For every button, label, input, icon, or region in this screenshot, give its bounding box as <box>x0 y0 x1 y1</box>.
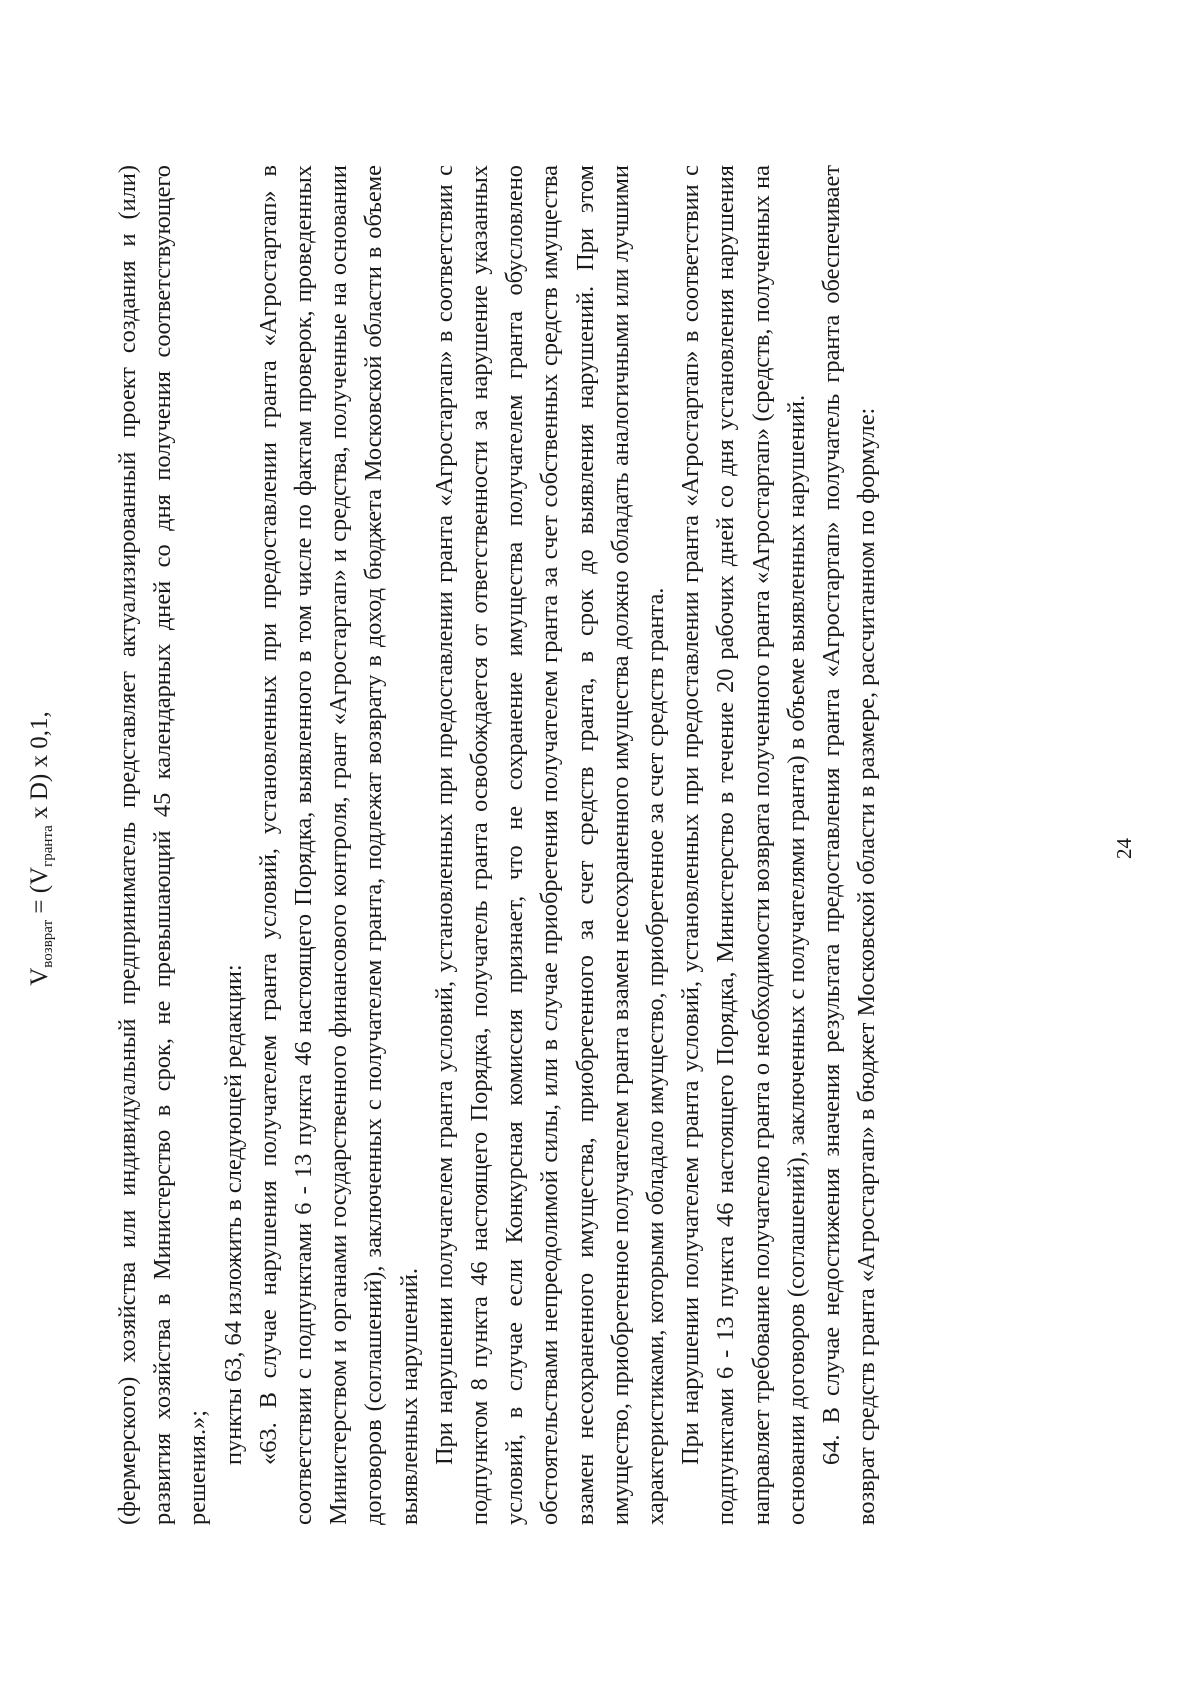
document-body <box>110 165 884 1525</box>
formula-lhs-subscript: возврат <box>40 919 56 968</box>
paragraph-5: При нарушении получателем гранта условий, установленных при предоставлении гранта «Агростартап» в соответствии с подпунктами 6 - 13 пункта 46 настоящего Порядка, Министерство в течение 20 рабочих дней со дня установления нарушения направляет требование получателю гранта о необходимости возврата полученного гранта «Агростартап» (средств, полученных на основании договоров (соглашений), заключенных с получателями гранта) в объеме выявленных нарушений. <box>677 165 810 1525</box>
formula-equals: = (V <box>26 866 53 920</box>
paragraph-1: (фермерского) хозяйства или индивидуальный предприниматель представляет актуализированный проект создания и (или) развития хозяйства в Министерство в срок, не превышающий 45 календарных дней со дня получения соответствующего решения.»; <box>114 165 212 1525</box>
paragraph-2: пункты 63, 64 изложить в следующей редакции: <box>219 964 247 1465</box>
paragraph-3: «63. В случае нарушения получателем гранта условий, установленных при предоставлении гранта «Агростартап» в соответствии с подпунктами 6 - 13 пункта 46 настоящего Порядка, выявленного в том числе по фактам проверок, проведенных Министерством и органами государственного финансового контроля, грант «Агростартап» и средства, полученные на основании договоров (соглашений), заключенных с получателем гранта, подлежат возврату в доход бюджета Московской области в объеме выявленных нарушений. <box>254 165 423 1525</box>
formula-rest: x D) x 0,1, <box>26 711 53 826</box>
formula-grant-subscript: гранта <box>40 825 56 867</box>
page-number: 24 <box>1112 838 1136 859</box>
paragraph-4: При нарушении получателем гранта условий, установленных при предоставлении гранта «Агростартап» в соответствии с подпунктом 8 пункта 46 настоящего Порядка, получатель гранта освобождается от ответственности за нарушение указанных условий, в случае если Конкурсная комиссия признает, что не сохранение имущества получателем гранта обусловлено обстоятельствами непреодолимой силы, или в случае приобретения получателем гранта за счет собственных средств имущества взамен несохраненного имущества, приобретенного за счет средств гранта, в срок до выявления нарушений. При этом имущество, приобретенное получателем гранта взамен несохраненного имущества должно обладать аналогичными или лучшими характеристиками, которыми обладало имущество, приобретенное за счет средств гранта. <box>430 165 670 1525</box>
formula <box>26 0 57 1697</box>
paragraph-6: 64. В случае недостижения значения результата предоставления гранта «Агростартап» получатель гранта обеспечивает возврат средств гранта «Агростартап» в бюджет Московской области в размере, рассчитанном по формуле: <box>818 165 881 1525</box>
formula-lhs: V <box>26 967 53 986</box>
